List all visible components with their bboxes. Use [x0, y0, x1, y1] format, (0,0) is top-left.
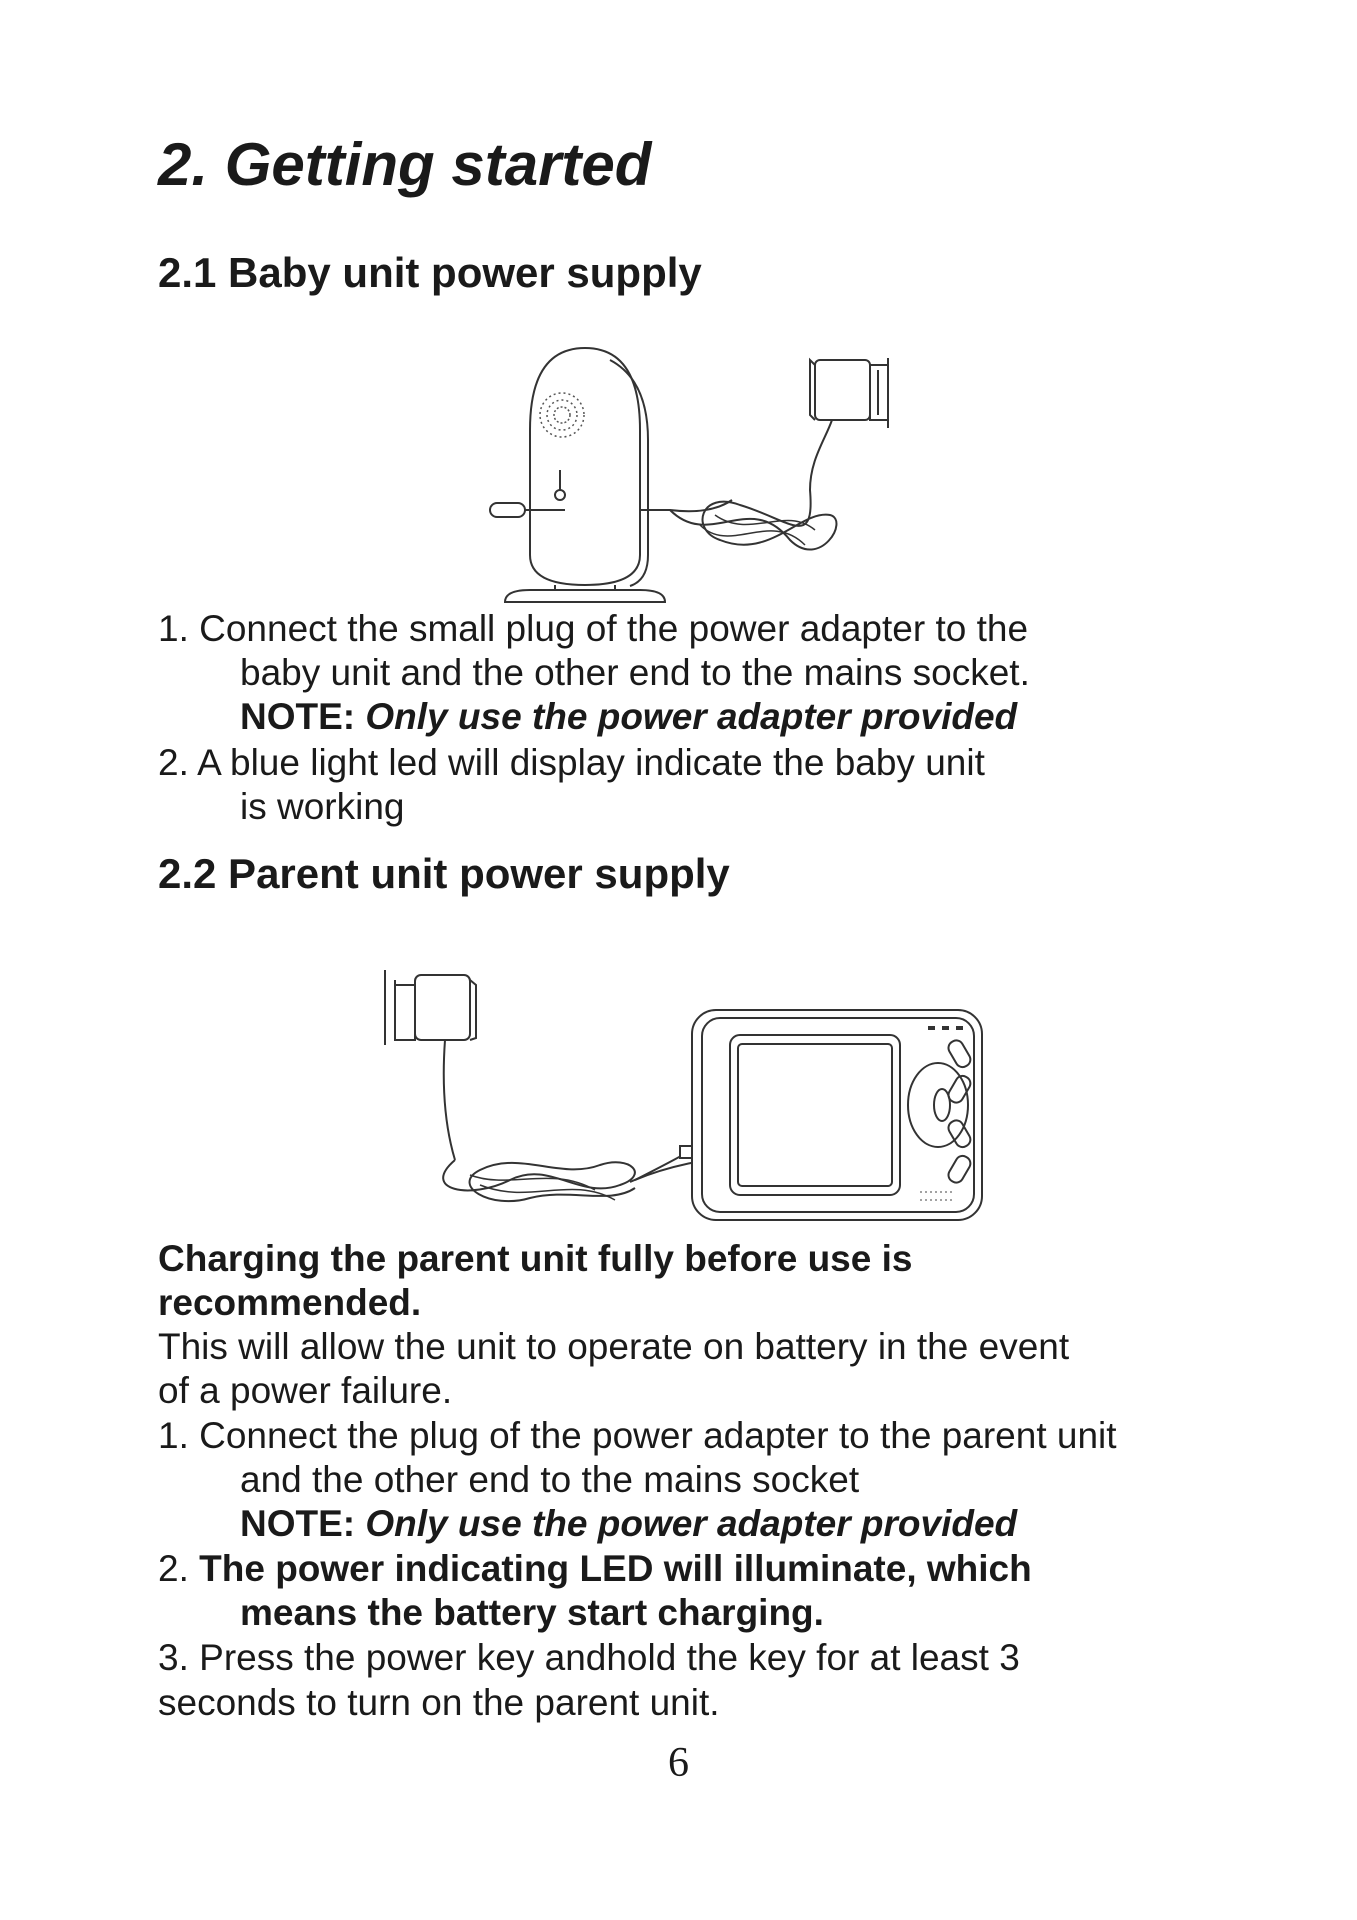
parent-note-text: Only use the power adapter provided: [365, 1503, 1018, 1544]
parent-unit-illustration: [380, 960, 1020, 1225]
status-led-icons: [928, 1026, 963, 1030]
section-heading-parent-unit: 2.2 Parent unit power supply: [158, 850, 730, 897]
parent-bold-line2: recommended.: [158, 1282, 422, 1323]
parent-step1-line1: 1. Connect the plug of the power adapter to the parent unit: [158, 1415, 1117, 1456]
parent-step2-text: The power indicating LED will illuminate, which: [199, 1548, 1032, 1589]
baby-step1-line2: baby unit and the other end to the mains socket.: [240, 652, 1030, 693]
baby-step2-line2: is working: [240, 786, 405, 827]
baby-step1-line1: 1. Connect the small plug of the power adapter to the: [158, 608, 1029, 649]
parent-step2-line1: [158, 1546, 1032, 1591]
parent-note-label: NOTE:: [240, 1503, 356, 1544]
parent-bold-line1: Charging the parent unit fully before use is: [158, 1238, 913, 1279]
parent-para-line2: of a power failure.: [158, 1370, 453, 1411]
parent-step2-line2: means the battery start charging.: [240, 1592, 824, 1633]
parent-note: [240, 1501, 1017, 1546]
baby-note-text: Only use the power adapter provided: [365, 696, 1018, 737]
parent-step3-line1: 3. Press the power key andhold the key for at least 3: [158, 1637, 1020, 1678]
page-title: 2. Getting started: [158, 131, 652, 198]
parent-step3-line2: seconds to turn on the parent unit.: [158, 1682, 720, 1723]
parent-step1-line2: and the other end to the mains socket: [240, 1459, 860, 1500]
baby-unit-illustration: [470, 340, 900, 605]
baby-note-label: NOTE:: [240, 696, 356, 737]
baby-step2-line1: 2. A blue light led will display indicate the baby unit: [158, 742, 985, 783]
page-number: 6: [668, 1740, 689, 1786]
section-heading-baby-unit: 2.1 Baby unit power supply: [158, 249, 702, 296]
baby-note: [240, 694, 1017, 739]
parent-step2-number: 2.: [158, 1548, 189, 1589]
parent-para-line1: This will allow the unit to operate on battery in the event: [158, 1326, 1070, 1367]
